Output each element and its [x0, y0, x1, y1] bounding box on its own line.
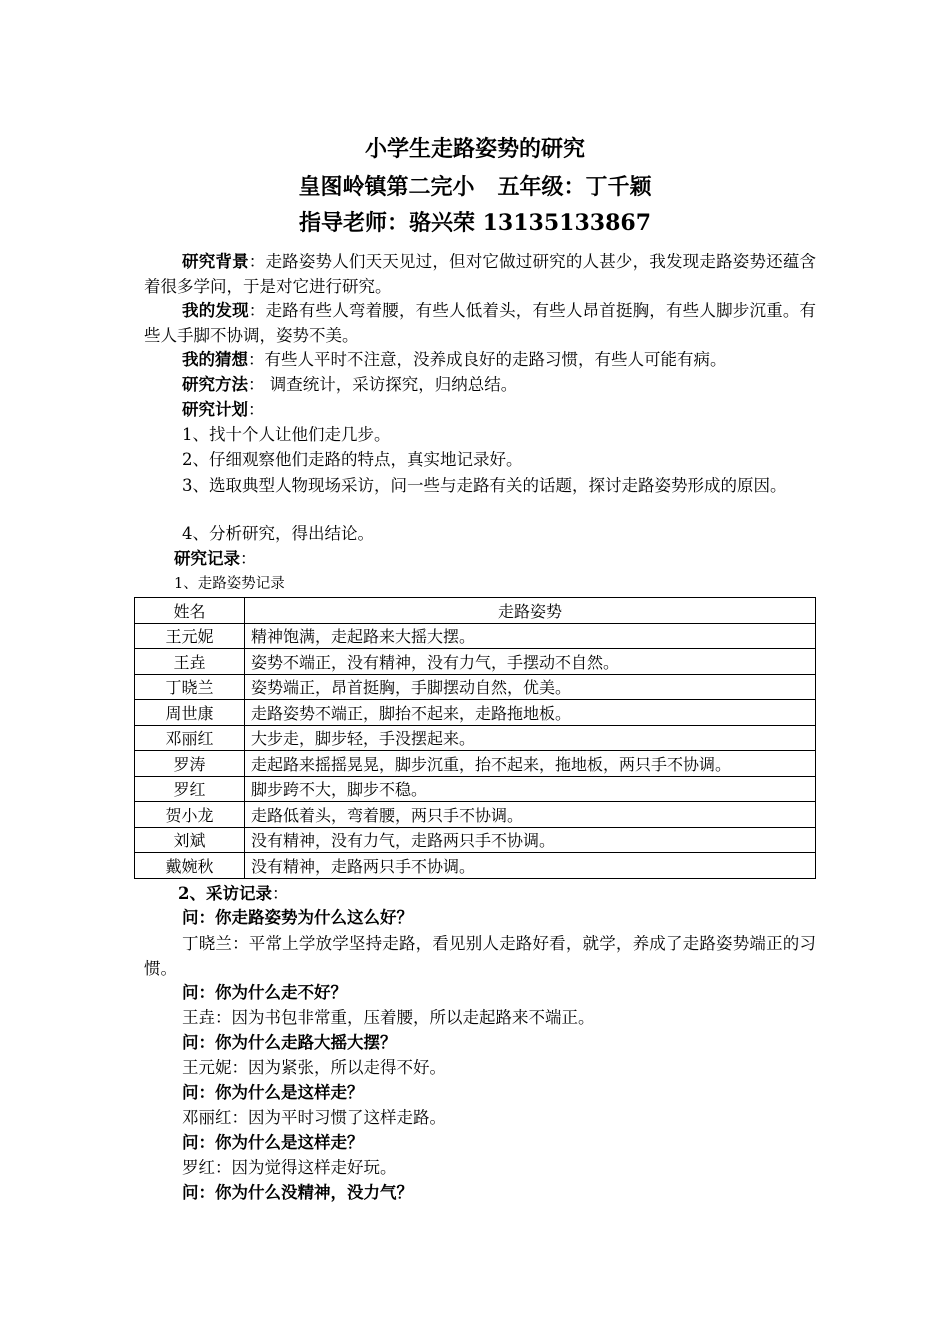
interview-label: 2、采访记录 [178, 884, 272, 903]
table-row [135, 674, 816, 700]
plan-heading [144, 398, 816, 422]
background-paragraph [144, 249, 816, 299]
interview-colon: ： [271, 884, 289, 903]
document-title: 小学生走路姿势的研究 [364, 136, 585, 162]
name-cell: 罗涛 [135, 751, 245, 777]
question-line: 问：你为什么没精神，没力气？ [182, 1183, 413, 1202]
table-row [135, 853, 816, 879]
background-label: 研究背景 [182, 252, 249, 271]
answer-line: 王元妮：因为紧张，所以走得不好。 [182, 1058, 446, 1077]
posture-cell: 没有精神，走路两只手不协调。 [245, 853, 816, 879]
posture-cell: 大步走，脚步轻，手没摆起来。 [245, 725, 816, 751]
record-heading [174, 547, 846, 571]
posture-cell: 走起路来摇摇晃晃，脚步沉重，抬不起来，拖地板，两只手不协调。 [245, 751, 816, 777]
name-cell: 贺小龙 [135, 802, 245, 828]
question-line: 问：你为什么是这样走？ [182, 1133, 364, 1152]
posture-cell: 姿势端正，昂首挺胸，手脚摆动自然，优美。 [245, 674, 816, 700]
table-row [135, 649, 816, 675]
question-line: 问：你为什么是这样走？ [182, 1083, 364, 1102]
table-row [135, 776, 816, 802]
column-header-posture: 走路姿势 [245, 598, 816, 624]
name-cell: 丁晓兰 [135, 674, 245, 700]
method-text: ： 调查统计，采访探究，归纳总结。 [248, 375, 518, 394]
posture-cell: 姿势不端正，没有精神，没有力气，手摆动不自然。 [245, 649, 816, 675]
guess-paragraph [144, 348, 816, 372]
name-cell: 王垚 [135, 649, 245, 675]
guess-label: 我的猜想 [182, 350, 248, 369]
question-line: 问：你为什么走不好？ [182, 983, 347, 1002]
walking-posture-table [134, 597, 816, 879]
posture-cell: 走路姿势不端正，脚抬不起来，走路拖地板。 [245, 700, 816, 726]
plan-item: 3、选取典型人物现场采访，问一些与走路有关的话题，探讨走路姿势形成的原因。 [182, 476, 787, 495]
table-row [135, 827, 816, 853]
posture-cell: 没有精神，没有力气，走路两只手不协调。 [245, 827, 816, 853]
question-line: 问：你走路姿势为什么这么好？ [182, 908, 413, 927]
posture-cell: 走路低着头，弯着腰，两只手不协调。 [245, 802, 816, 828]
table-row [135, 751, 816, 777]
name-cell: 罗红 [135, 776, 245, 802]
guess-text: ：有些人平时不注意，没养成良好的走路习惯，有些人可能有病。 [248, 350, 727, 369]
discovery-paragraph [144, 298, 816, 348]
plan-item: 1、找十个人让他们走几步。 [182, 425, 391, 444]
discovery-text: ：走路有些人弯着腰，有些人低着头，有些人昂首挺胸，有些人脚步沉重。有些人手脚不协调，姿势不美。 [144, 301, 817, 345]
name-cell: 戴婉秋 [135, 853, 245, 879]
plan-label: 研究计划 [182, 400, 248, 419]
interview-heading [178, 882, 850, 906]
record-label: 研究记录 [174, 549, 240, 568]
posture-cell: 精神饱满，走起路来大摇大摆。 [245, 623, 816, 649]
table-header-row [135, 598, 816, 624]
method-label: 研究方法 [182, 375, 248, 394]
record-colon: ： [240, 549, 257, 568]
answer-line: 丁晓兰：平常上学放学坚持走路，看见别人走路好看，就学，养成了走路姿势端正的习惯。 [144, 934, 816, 978]
table-row [135, 623, 816, 649]
discovery-label: 我的发现 [182, 301, 249, 320]
question-line: 问：你为什么走路大摇大摆？ [182, 1033, 397, 1052]
name-cell: 王元妮 [135, 623, 245, 649]
answer-line: 罗红：因为觉得这样走好玩。 [182, 1158, 397, 1177]
column-header-name: 姓名 [135, 598, 245, 624]
table-caption: 1、走路姿势记录 [174, 576, 285, 592]
school-author-line: 皇图岭镇第二完小 五年级：丁千颖 [298, 174, 652, 200]
name-cell: 刘斌 [135, 827, 245, 853]
answer-line: 王垚：因为书包非常重，压着腰，所以走起路来不端正。 [182, 1008, 595, 1027]
method-paragraph [144, 373, 816, 397]
name-cell: 周世康 [135, 700, 245, 726]
table-row [135, 700, 816, 726]
teacher-line: 指导老师：骆兴荣 13135133867 [298, 210, 652, 236]
plan-item: 4、分析研究，得出结论。 [182, 524, 374, 543]
plan-item: 2、仔细观察他们走路的特点，真实地记录好。 [182, 450, 523, 469]
name-cell: 邓丽红 [135, 725, 245, 751]
posture-cell: 脚步跨不大，脚步不稳。 [245, 776, 816, 802]
table-row [135, 725, 816, 751]
answer-line: 邓丽红：因为平时习惯了这样走路。 [182, 1108, 446, 1127]
background-text: ：走路姿势人们天天见过，但对它做过研究的人甚少，我发现走路姿势还蕴含着很多学问，于是对它进行研究。 [144, 252, 817, 296]
table-row [135, 802, 816, 828]
plan-colon: ： [248, 400, 265, 419]
